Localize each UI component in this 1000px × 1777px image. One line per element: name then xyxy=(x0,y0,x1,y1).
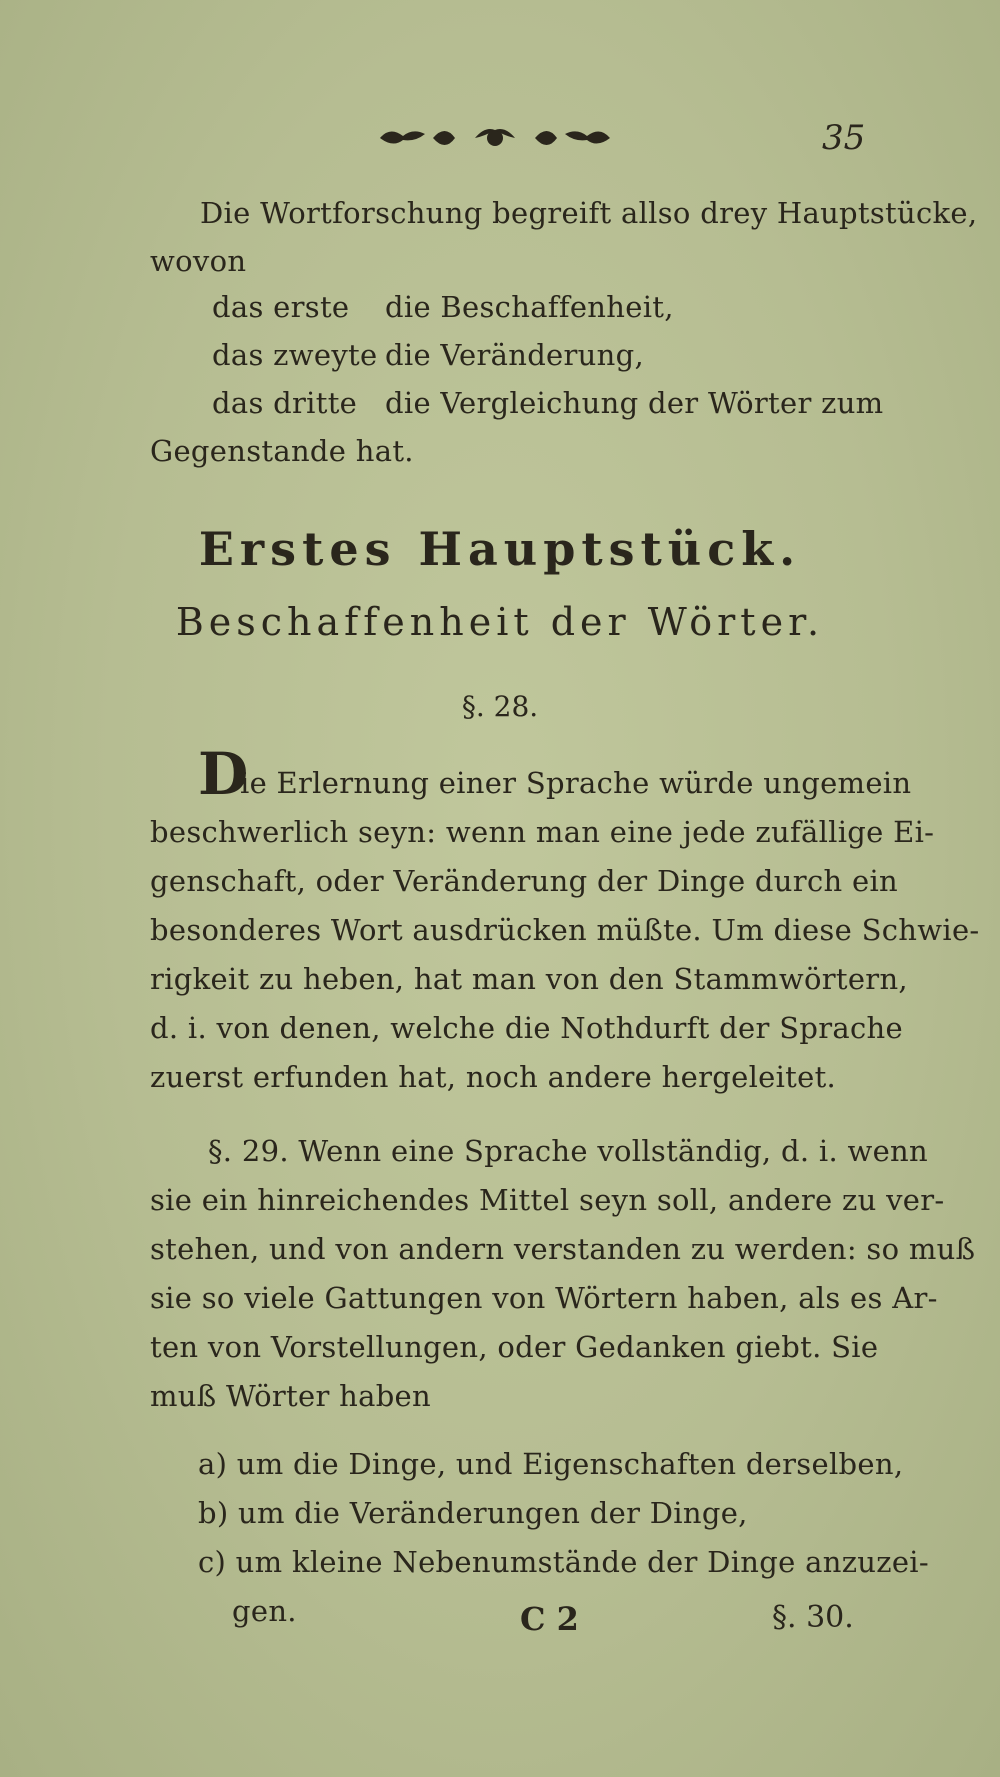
paragraph-line: stehen, und von andern verstanden zu werden: so muß xyxy=(150,1232,976,1266)
paragraph-line: §. 29. Wenn eine Sprache vollständig, d. i. wenn xyxy=(208,1134,929,1168)
paragraph-line: zuerst erfunden hat, noch andere hergeleitet. xyxy=(150,1060,837,1094)
list-item: b) um die Veränderungen der Dinge, xyxy=(198,1496,748,1530)
list-item: c) um kleine Nebenumstände der Dinge anzuzei- xyxy=(198,1545,929,1579)
list-item: gen. xyxy=(232,1594,297,1628)
paragraph-line: muß Wörter haben xyxy=(150,1379,431,1413)
paragraph-line: besonderes Wort ausdrücken müßte. Um diese Schwie- xyxy=(150,913,980,947)
chapter-subtitle: Beschaffenheit der Wörter. xyxy=(175,600,825,644)
ordinal-label: das dritte xyxy=(212,386,358,420)
page-number: 35 xyxy=(822,118,866,158)
paragraph-line: sie so viele Gattungen von Wörtern haben, als es Ar- xyxy=(150,1281,938,1315)
topic-label: die Beschaffenheit, xyxy=(385,290,674,324)
paragraph-line: sie ein hinreichendes Mittel seyn soll, andere zu ver- xyxy=(150,1183,945,1217)
intro-line: Die Wortforschung begreift allso drey Hauptstücke, xyxy=(200,196,978,230)
chapter-title: Erstes Hauptstück. xyxy=(198,522,802,576)
paragraph-line: rigkeit zu heben, hat man von den Stammwörtern, xyxy=(150,962,908,996)
list-item: a) um die Dinge, und Eigenschaften derselben, xyxy=(198,1447,904,1481)
paragraph-line: ie Erlernung einer Sprache würde ungemein xyxy=(240,766,912,800)
ordinal-label: das erste xyxy=(212,290,350,324)
topic-label: die Veränderung, xyxy=(385,338,645,372)
paragraph-line: ten von Vorstellungen, oder Gedanken giebt. Sie xyxy=(150,1330,879,1364)
intro-line: wovon xyxy=(150,244,247,278)
section-number: §. 28. xyxy=(461,690,539,723)
paragraph-line: d. i. von denen, welche die Nothdurft der Sprache xyxy=(150,1011,903,1045)
drop-cap: D xyxy=(198,740,249,808)
topic-label: die Vergleichung der Wörter zum xyxy=(385,386,884,420)
paragraph-line: genschaft, oder Veränderung der Dinge durch ein xyxy=(150,864,898,898)
paragraph-line: beschwerlich seyn: wenn man eine jede zufällige Ei- xyxy=(150,815,935,849)
ordinal-label: das zweyte xyxy=(212,338,378,372)
header-ornament xyxy=(375,118,615,158)
catchword: §. 30. xyxy=(772,1600,854,1635)
signature-mark: C 2 xyxy=(520,1600,579,1638)
intro-line: Gegenstande hat. xyxy=(150,434,414,468)
